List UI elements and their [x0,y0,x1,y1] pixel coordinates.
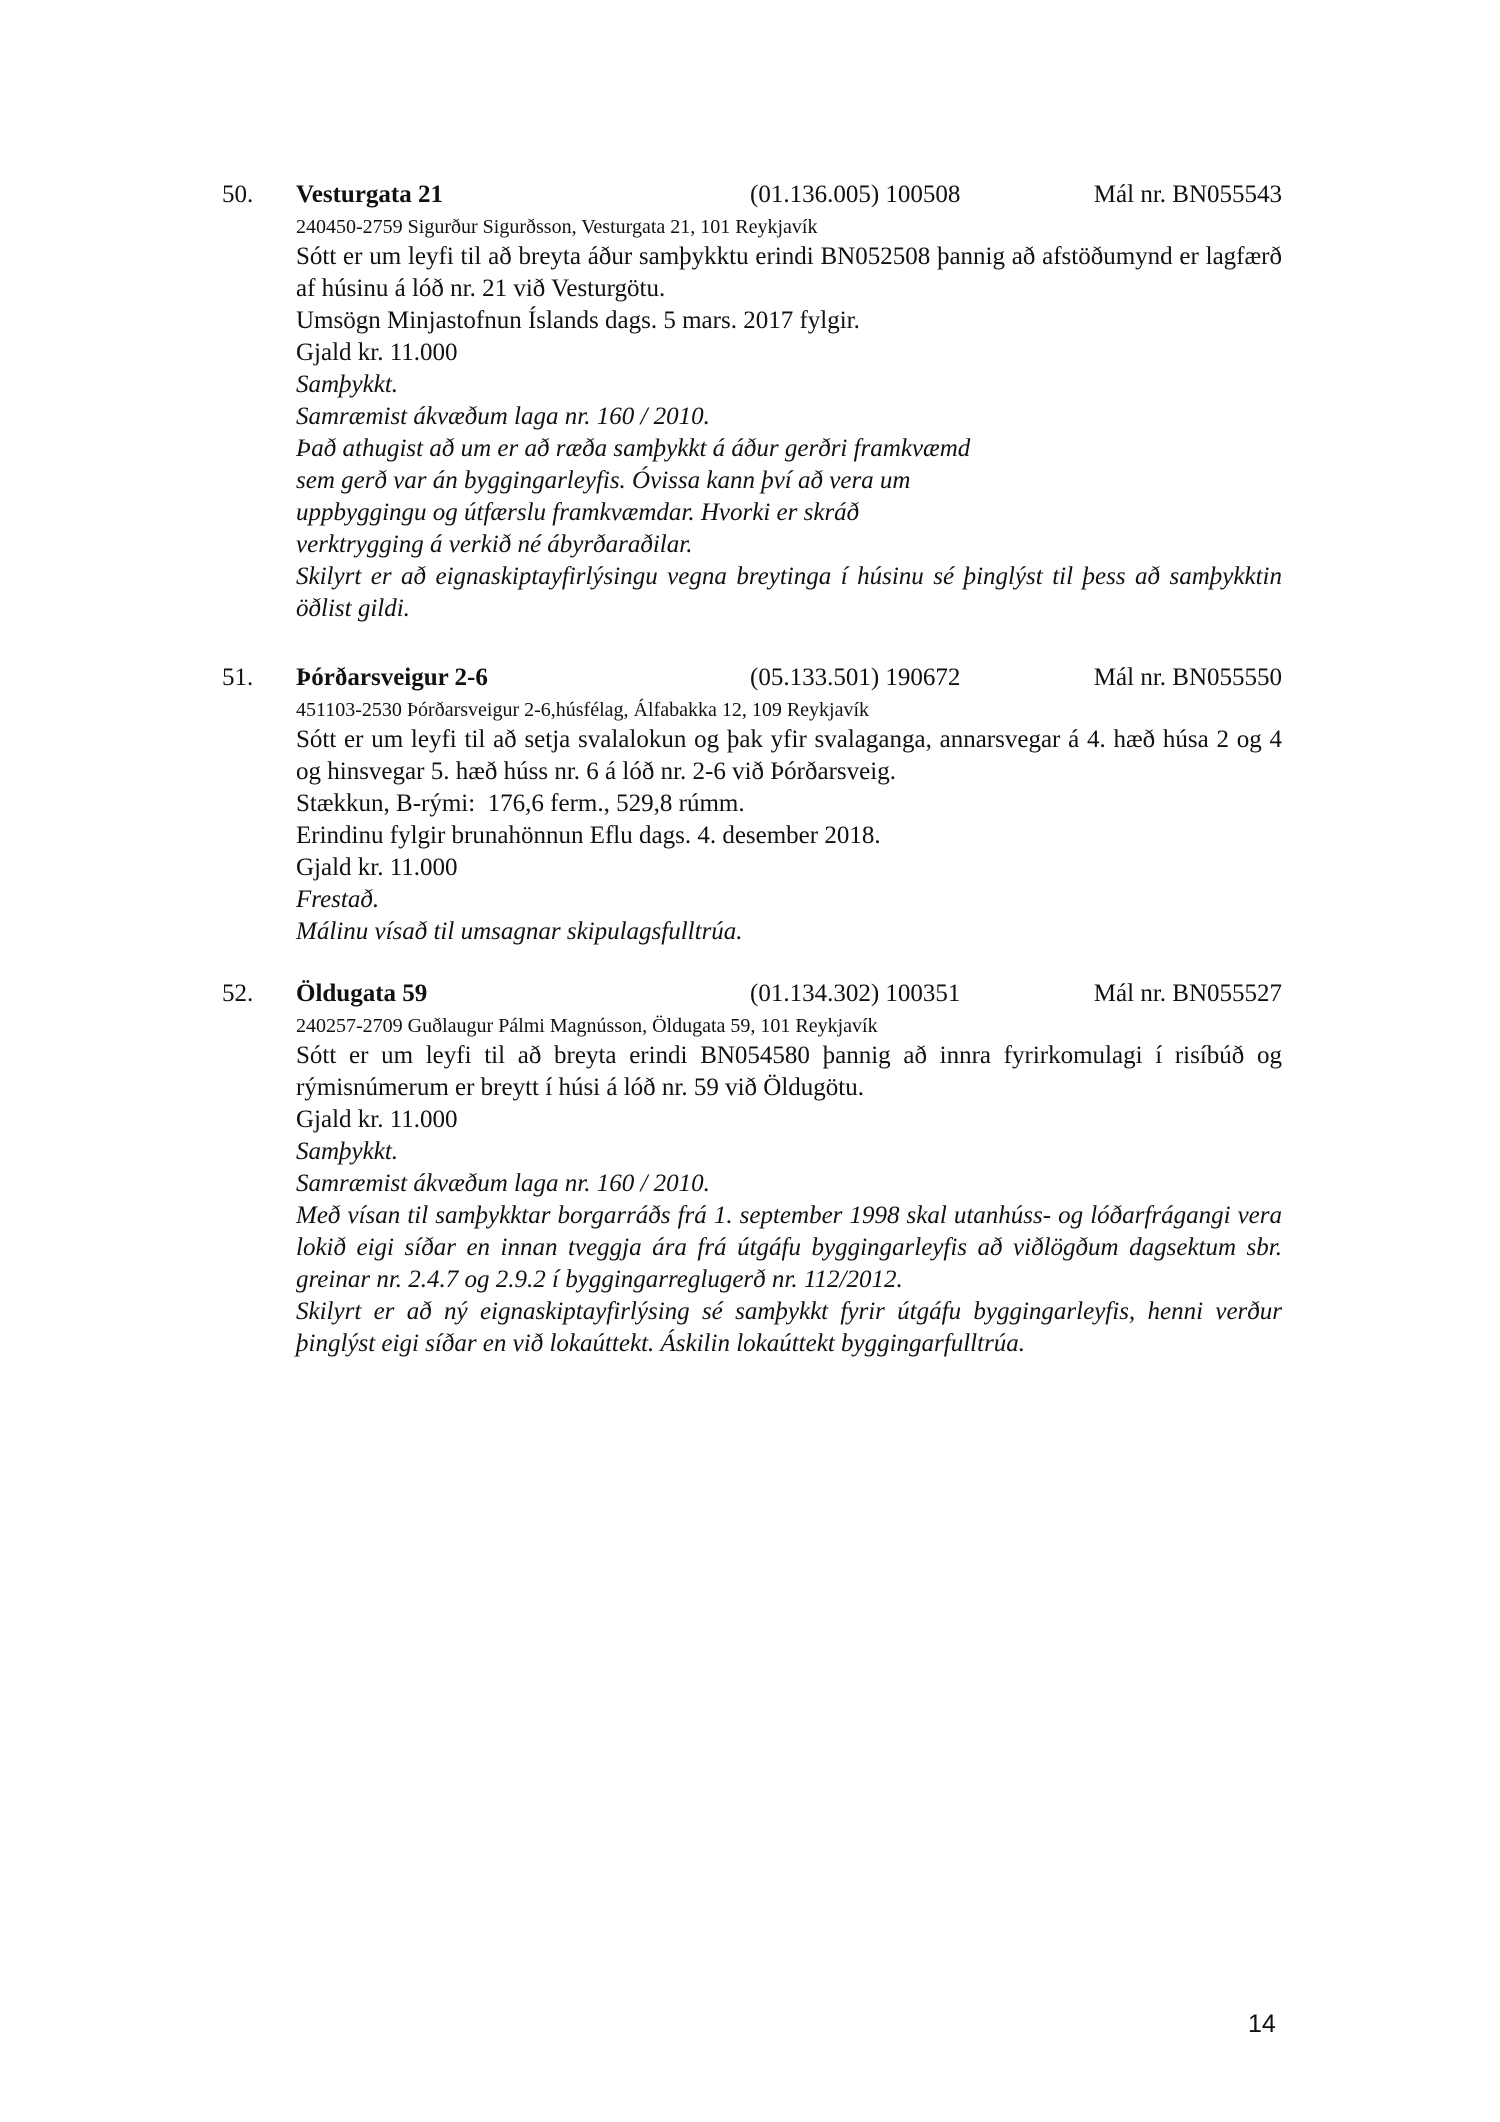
case-52 [222,980,1282,1360]
remark-line: sem gerð var án byggingarleyfis. Óvissa kann því að vera um [296,467,911,494]
applicant-line: 451103-2530 Þórðarsveigur 2-6,húsfélag, Álfabakka 12, 109 Reykjavík [296,699,870,721]
case-id: Mál nr. BN055550 [1093,664,1282,691]
case-body [296,697,1282,948]
remark-line: verktrygging á verkið né ábyrðaraðilar. [296,531,693,558]
remark: Með vísan til samþykktar borgarráðs frá 1. september 1998 skal utanhúss- og lóðarfrágangi vera lokið eigi síðar en innan tveggja ára frá útgáfu byggingarleyfis að viðlögðum dagsektum sbr. greinar nr. 2.4.7 og 2.9.2 í byggingarreglugerð nr. 112/2012. [296,1202,1282,1293]
decision: Samþykkt. [296,371,399,398]
law-compliance: Samræmist ákvæðum laga nr. 160 / 2010. [296,1170,710,1197]
application-description: Sótt er um leyfi til að setja svalalokun og þak yfir svalaganga, annarsvegar á 4. hæð húsa 2 og 4 og hinsvegar 5. hæð húss nr. 6 á lóð nr. 2-6 við Þórðarsveig. [296,726,1282,785]
fee-line: Gjald kr. 11.000 [296,1106,458,1133]
page-number: 14 [1248,2010,1276,2038]
application-description: Sótt er um leyfi til að breyta áður samþykktu erindi BN052508 þannig að afstöðumynd er lagfærð af húsinu á lóð nr. 21 við Vesturgötu. [296,243,1282,302]
property-reference: (05.133.501) 190672 [750,664,961,691]
case-address: Öldugata 59 [296,980,428,1007]
application-description: Sótt er um leyfi til að breyta erindi BN054580 þannig að innra fyrirkomulagi í risíbúð og rýmisnúmerum er breytt í húsi á lóð nr. 59 við Öldugötu. [296,1042,1282,1101]
case-id: Mál nr. BN055527 [1093,980,1282,1007]
attachment-note: Erindinu fylgir brunahönnun Eflu dags. 4. desember 2018. [296,822,881,849]
remark-line: uppbyggingu og útfærslu framkvæmdar. Hvorki er skráð [296,499,860,526]
condition: Skilyrt er að eignaskiptayfirlýsingu vegna breytinga í húsinu sé þinglýst til þess að samþykktin öðlist gildi. [296,563,1282,622]
applicant-line: 240257-2709 Guðlaugur Pálmi Magnússon, Öldugata 59, 101 Reykjavík [296,1015,878,1037]
case-address: Vesturgata 21 [296,181,443,208]
remark-line: Það athugist að um er að ræða samþykkt á áður gerðri framkvæmd [296,435,971,462]
condition: Skilyrt er að ný eignaskiptayfirlýsing sé samþykkt fyrir útgáfu byggingarleyfis, henni verður þinglýst eigi síðar en við lokaúttekt. Áskilin lokaúttekt byggingarfulltrúa. [296,1298,1282,1357]
fee-line: Gjald kr. 11.000 [296,339,458,366]
case-51 [222,664,1282,948]
attachment-note: Umsögn Minjastofnun Íslands dags. 5 mars. 2017 fylgir. [296,307,860,334]
case-address: Þórðarsveigur 2-6 [296,664,488,691]
referral-note: Málinu vísað til umsagnar skipulagsfulltrúa. [296,918,743,945]
case-body [296,1013,1282,1360]
enlargement-line: Stækkun, B-rými: 176,6 ferm., 529,8 rúmm. [296,790,745,817]
case-50 [222,181,1282,625]
decision: Samþykkt. [296,1138,399,1165]
case-header [222,181,1282,214]
case-number: 51. [222,664,254,691]
case-header [222,980,1282,1013]
applicant-line: 240450-2759 Sigurður Sigurðsson, Vesturgata 21, 101 Reykjavík [296,216,818,238]
law-compliance: Samræmist ákvæðum laga nr. 160 / 2010. [296,403,710,430]
case-number: 50. [222,181,254,208]
fee-line: Gjald kr. 11.000 [296,854,458,881]
case-id: Mál nr. BN055543 [1093,181,1282,208]
decision: Frestað. [296,886,380,913]
property-reference: (01.136.005) 100508 [750,181,961,208]
property-reference: (01.134.302) 100351 [750,980,961,1007]
case-header [222,664,1282,697]
case-number: 52. [222,980,254,1007]
case-body [296,214,1282,625]
